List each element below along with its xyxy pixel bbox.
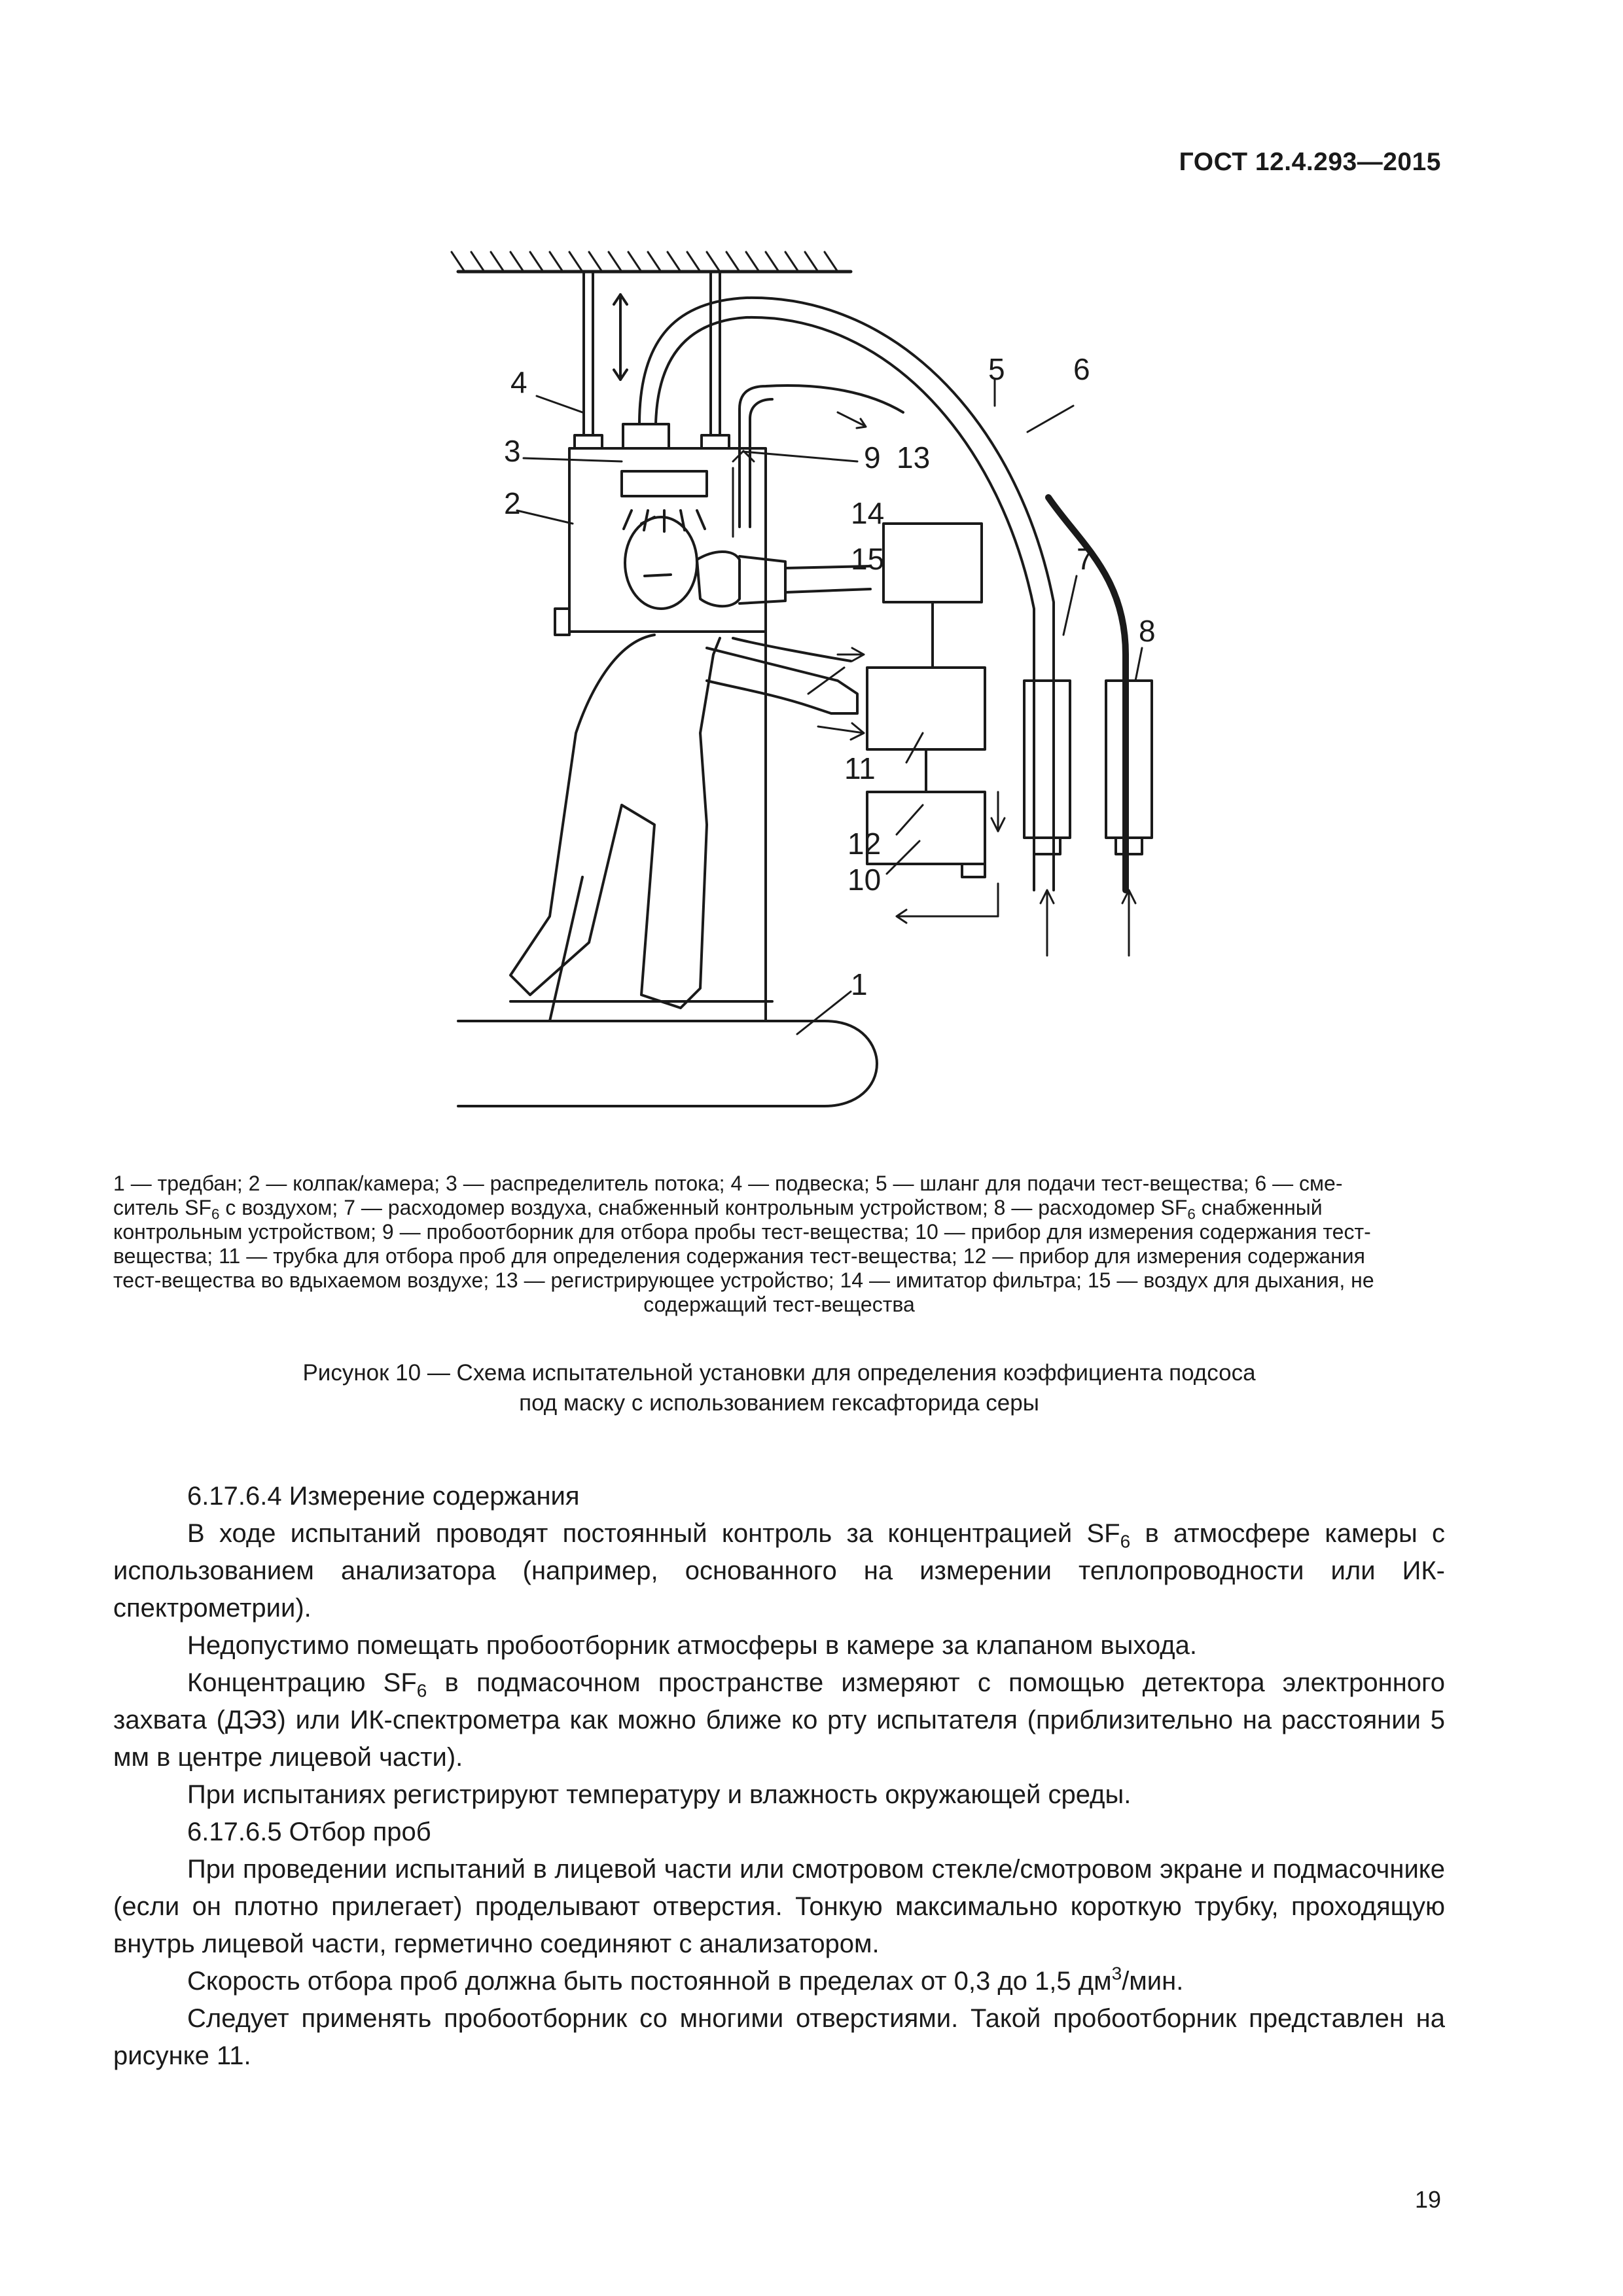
figure-caption xyxy=(113,1358,1445,1418)
legend-line: содержащий тест-вещества xyxy=(643,1293,915,1316)
vertical-adjust-arrow xyxy=(614,295,627,380)
suspension-rods xyxy=(575,272,729,448)
label-5: 5 xyxy=(988,352,1005,386)
paragraph: Скорость отбора проб должна быть постоянной в пределах от 0,3 до 1,5 $дм^3$/мин. xyxy=(187,1963,1184,1996)
paragraph: Следует применять пробоотборник со многими отверстиями. Такой пробоотборник представлен на рисунке 11. xyxy=(113,2004,1445,2070)
body-text xyxy=(113,1478,1445,2075)
standard-header: ГОСТ 12.4.293—2015 xyxy=(1179,148,1441,176)
label-6: 6 xyxy=(1073,352,1090,386)
legend-line: вещества; 11 — трубка для отбора проб для определения содержания тест-вещества; 12 — прибор для измерения содержания xyxy=(113,1244,1365,1268)
label-4: 4 xyxy=(510,365,527,399)
ceiling-hatch xyxy=(452,252,851,272)
label-8: 8 xyxy=(1139,614,1156,648)
caption-line: Рисунок 10 — Схема испытательной установки для определения коэффициента подсоса xyxy=(302,1360,1256,1386)
treadmill xyxy=(458,632,877,1106)
page-number: 19 xyxy=(1414,2186,1441,2213)
section-heading: 6.17.6.5 Отбор проб xyxy=(187,1818,431,1846)
label-15: 15 xyxy=(851,542,885,576)
label-10: 10 xyxy=(847,863,882,897)
leader-lines xyxy=(517,380,1142,1034)
paragraph: При проведении испытаний в лицевой части или смотровом стекле/смотровом экране и подмасочнике (если он плотно прилегает) проделывают отверстия. Тонкую максимально короткую трубку, проходящую внутрь лицевой части, герметично соединяют с анализатором. xyxy=(113,1855,1445,1958)
test-subject-figure xyxy=(510,517,870,1008)
caption-line: под маску с использованием гексафторида серы xyxy=(519,1390,1039,1416)
label-1: 1 xyxy=(851,967,868,1001)
legend-line: тест-вещества во вдыхаемом воздухе; 13 — регистрирующее устройство; 14 — имитатор фильтра; 15 — воздух для дыхания, не xyxy=(113,1268,1374,1292)
legend-line: контрольным устройством; 9 — пробоотборник для отбора пробы тест-вещества; 10 — прибор для измерения содержания тест- xyxy=(113,1220,1371,1244)
label-12: 12 xyxy=(847,827,882,861)
label-3: 3 xyxy=(504,434,521,468)
label-14: 14 xyxy=(851,496,885,530)
label-9: 9 xyxy=(864,440,881,475)
label-2: 2 xyxy=(504,486,521,520)
paragraph: При испытаниях регистрируют температуру и влажность окружающей среды. xyxy=(187,1780,1132,1809)
label-13: 13 xyxy=(897,440,931,475)
legend-line: ситель $SF_6$ с воздухом; 7 — расходомер воздуха, снабженный контрольным устройством; 8 — расходомер $SF_6$ снабженный xyxy=(113,1196,1323,1223)
test-setup-schematic xyxy=(314,236,1243,1165)
paragraph: Недопустимо помещать пробоотборник атмосферы в камере за клапаном выхода. xyxy=(187,1631,1197,1660)
label-7: 7 xyxy=(1077,542,1094,576)
label-11: 11 xyxy=(844,751,876,785)
paragraph: В ходе испытаний проводят постоянный контроль за концентрацией $SF_6$ в атмосфере камеры с использованием анализатора (например, основанного на измерении теплопроводности или ИК-спектрометрии). xyxy=(113,1519,1446,1623)
flow-arrows xyxy=(818,648,1135,956)
section-heading: 6.17.6.4 Измерение содержания xyxy=(187,1482,580,1511)
figure-10-diagram xyxy=(314,236,1243,1165)
legend-line: 1 — тредбан; 2 — колпак/камера; 3 — распределитель потока; 4 — подвеска; 5 — шланг для подачи тест-вещества; 6 — сме- xyxy=(113,1172,1343,1195)
paragraph: Концентрацию $SF_6$ в подмасочном пространстве измеряют с помощью детектора электронного захвата (ДЭЗ) или ИК-спектрометра как можно ближе ко рту испытателя (приблизительно на расстоянии 5 мм в центре лицевой части). xyxy=(113,1668,1445,1772)
figure-legend xyxy=(113,1172,1445,1317)
